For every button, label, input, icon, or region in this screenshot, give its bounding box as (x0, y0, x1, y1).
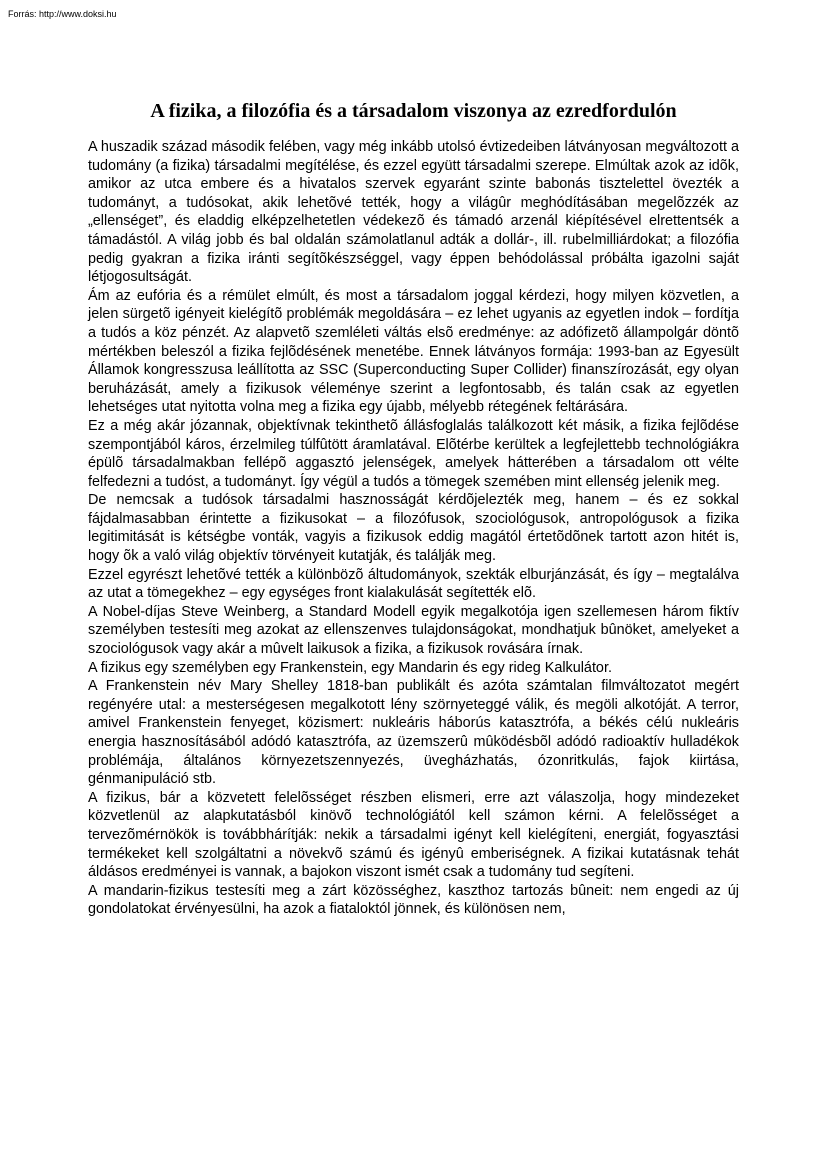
paragraph: A huszadik század második felében, vagy még inkább utolsó évtizedeiben látványosan megváltozott a tudomány (a fizika) társadalmi megítélése, és ezzel együtt társadalmi szerepe. Elmúltak azok az idõk, amikor az utca embere és a hivatalos szervek egyaránt szinte babonás tisztelettel övezték a tudományt, a tudósokat, akik lehetõvé tették, hogy a világûr meghódításában megelõzzék az „ellenséget”, és eladdig elképzelhetetlen védekezõ és támadó arzenál kiépítésével elrettentsék a támadástól. A világ jobb és bal oldalán számolatlanul adták a dollár-, ill. rubelmilliárdokat; a filozófia pedig gyakran a fizika iránti segítõkészséggel, vagy éppen behódolással próbálta igazolni saját létjogosultságát. (88, 139, 739, 286)
paragraph: Ám az eufória és a rémület elmúlt, és most a társadalom joggal kérdezi, hogy milyen közvetlen, a jelen sürgetõ igényeit kielégítõ problémák megoldására – ez lehet ugyanis az egyetlen indok – fordítja a tudós a köz pénzét. Az alapvetõ szemléleti váltás elsõ eredménye: az adófizetõ állampolgár döntõ mértékben beleszól a fizika fejlõdésének menetébe. Ennek látványos formája: 1993-ban az Egyesült Államok kongresszusa leállította az SSC (Superconducting Super Collider) finanszírozását, egy olyan beruházását, amely a fizikusok véleménye szerint a legfontosabb, és talán csak az egyetlen lehetséges utat nyitotta volna meg a fizika egy újabb, mélyebb rétegének feltárására. (88, 287, 739, 416)
source-line: Forrás: http://www.doksi.hu (8, 9, 117, 19)
paragraph: A Frankenstein név Mary Shelley 1818-ban publikált és azóta számtalan filmváltozatot megért regényére utal: a mesterségesen megalkotott lény szörnyeteggé válik, és megöli alkotóját. A terror, amivel Frankenstein fenyeget, közismert: nukleáris háborús katasztrófa, a békés célú nukleáris energia hasznosításából adódó katasztrófa, az üzemszerû mûködésbõl adódó radioaktív hulladékok problémája, általános környezetszennyezés, üvegházhatás, ózonritkulás, fajok kiirtása, génmanipuláció stb. (88, 678, 739, 788)
paragraph: Ezzel egyrészt lehetõvé tették a különbözõ áltudományok, szekták elburjánzását, és így – megtalálva az utat a tömegekhez – egy egységes front kialakulását segítették elõ. (88, 566, 739, 602)
document-title: A fizika, a filozófia és a társadalom viszonya az ezredfordulón (150, 100, 677, 122)
article-body (88, 138, 739, 919)
paragraph: Ez a még akár józannak, objektívnak tekinthetõ állásfoglalás találkozott két másik, a fizika fejlõdése szempontjából káros, érzelmileg túlfûtött áramlatával. Elõtérbe kerültek a legfejlettebb technológiákra épülõ társadalmakban fellépõ aggasztó jelenségek, amelyek hátterében a társadalom ott vélte felfedezni a tudóst, a tudományt. Így végül a tudós a tömegek szemében mint ellenség jelenik meg. (88, 417, 739, 490)
paragraph: A mandarin-fizikus testesíti meg a zárt közösséghez, kaszthoz tartozás bûneit: nem engedi az új gondolatokat érvényesülni, ha azok a fiataloktól jönnek, és különösen nem, (88, 882, 739, 918)
paragraph: A Nobel-díjas Steve Weinberg, a Standard Modell egyik megalkotója igen szellemesen három fiktív személyben testesíti meg azokat az ellenszenves tulajdonságokat, mondhatjuk bûnöket, amelyeket a szociológusok vagy akár a mûvelt laikusok a fizika, a fizikusok rovására írnak. (88, 603, 739, 658)
paragraph: De nemcsak a tudósok társadalmi hasznosságát kérdõjelezték meg, hanem – és ez sokkal fájdalmasabban érintette a fizikusokat – a filozófusok, szociológusok, antropológusok a fizika legitimitását is kétségbe vonták, vagyis a fizikusok eddig magától értetõdõnek tartott azon hitét is, hogy õk a való világ objektív törvényeit kutatják, és találják meg. (88, 492, 739, 565)
paragraph: A fizikus, bár a közvetett felelõsséget részben elismeri, erre azt válaszolja, hogy mindezeket közvetlenül az alapkutatásból kinövõ technológiától kell számon kérni. A felelõsséget a tervezõmérnökök is továbbhárítják: nekik a társadalmi igényt kell kielégíteni, energiát, fogyasztási termékeket kell szolgáltatni a növekvõ számú és igényû emberiségnek. A fizikai kutatásnak tehát áldásos eredményei is vannak, a bajokon viszont ismét csak a tudomány tud segíteni. (88, 789, 739, 881)
paragraph: A fizikus egy személyben egy Frankenstein, egy Mandarin és egy rideg Kalkulátor. (88, 659, 612, 676)
